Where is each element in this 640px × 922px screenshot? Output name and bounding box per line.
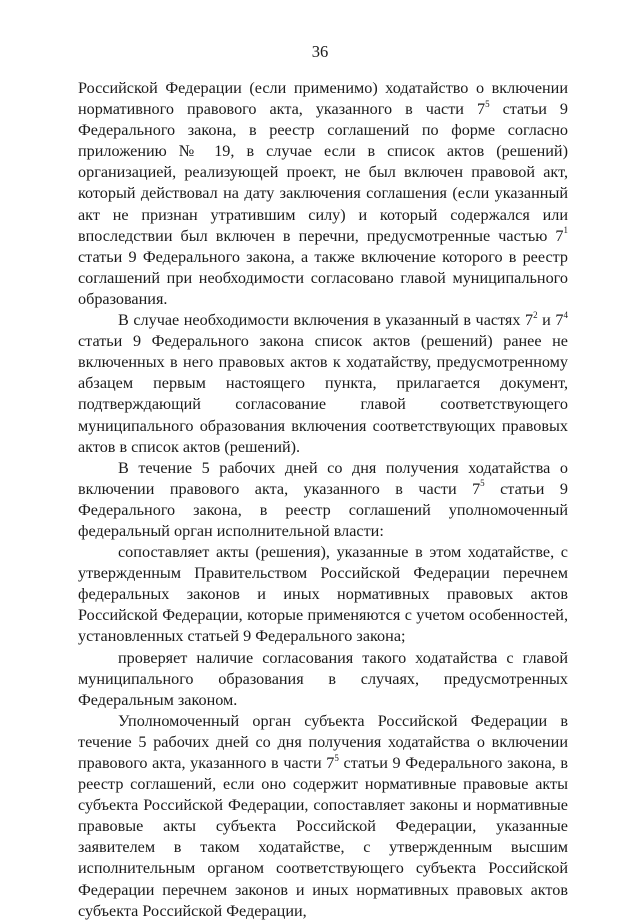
- superscript: 1: [563, 225, 568, 236]
- paragraph: [78, 458, 568, 542]
- superscript: 5: [334, 752, 339, 763]
- text-segment: статьи 9 Федерального закона, в реестр соглашений по форме согласно приложению № 19, в случае если в список актов (решений) организацией, реализующей проект, не был включен правовой акт, который действовал на дату заключения соглашения (если указанный акт не признан утратившим силу) и который содержался или впоследствии был включен в перечни, предусмотренные частью 7: [78, 100, 569, 245]
- superscript: 5: [480, 478, 485, 489]
- text-segment: и 7: [537, 311, 564, 330]
- text-segment: статьи 9 Федерального закона, в реестр соглашений уполномоченный федеральный орган исполнительной власти:: [78, 479, 569, 540]
- paragraph: [78, 78, 568, 310]
- text-segment: В случае необходимости включения в указанный в частях 7: [118, 311, 534, 330]
- superscript: 5: [485, 98, 490, 109]
- text-segment: сопоставляет акты (решения), указанные в этом ходатайстве, с утвержденным Правительством Российской Федерации перечнем федеральных законов и иных нормативных правовых актов Российской Федерации, которые применяются с учетом особенностей, установленных статьей 9 Федерального закона;: [78, 543, 568, 646]
- text-segment: проверяет наличие согласования такого ходатайства с главой муниципального образования в случаях, предусмотренных Федеральным законом.: [78, 648, 568, 709]
- text-segment: Российской Федерации (если применимо) ходатайство о включении нормативного правового акта, указанного в части 7: [78, 79, 568, 119]
- superscript: 4: [563, 309, 568, 320]
- text-segment: статьи 9 Федерального закона список актов (решений) ранее не включенных в него правовых актов к ходатайству, предусмотренному абзацем первым настоящего пункта, прилагается документ, подтверждающий согласование главой соответствующего муниципального образования включения соответствующих правовых актов в список актов (решений).: [78, 332, 568, 456]
- superscript: 2: [533, 309, 538, 320]
- paragraph: [78, 542, 568, 647]
- paragraph: [78, 648, 568, 711]
- document-body: [78, 78, 568, 922]
- paragraph: [78, 310, 568, 458]
- text-segment: В течение 5 рабочих дней со дня получения ходатайства о включении правового акта, указанного в части 7: [78, 458, 568, 498]
- page-number: 36: [311, 42, 329, 61]
- text-segment: Уполномоченный орган субъекта Российской Федерации в течение 5 рабочих дней со дня получения ходатайства о включении правового акта, указанного в части 7: [78, 711, 568, 772]
- text-segment: статьи 9 Федерального закона, а также включение которого в реестр соглашений при необходимости согласовано главой муниципального образования.: [78, 247, 568, 308]
- paragraph: [78, 711, 568, 922]
- text-segment: статьи 9 Федерального закона, в реестр соглашений, если оно содержит нормативные правовые акты субъекта Российской Федерации, сопоставляет законы и нормативные правовые акты субъекта Российской Федерации, указанные заявителем в таком ходатайстве, с утвержденным высшим исполнительным органом соответствующего субъекта Российской Федерации перечнем законов и иных нормативных правовых актов субъекта Российской Федерации,: [78, 754, 569, 920]
